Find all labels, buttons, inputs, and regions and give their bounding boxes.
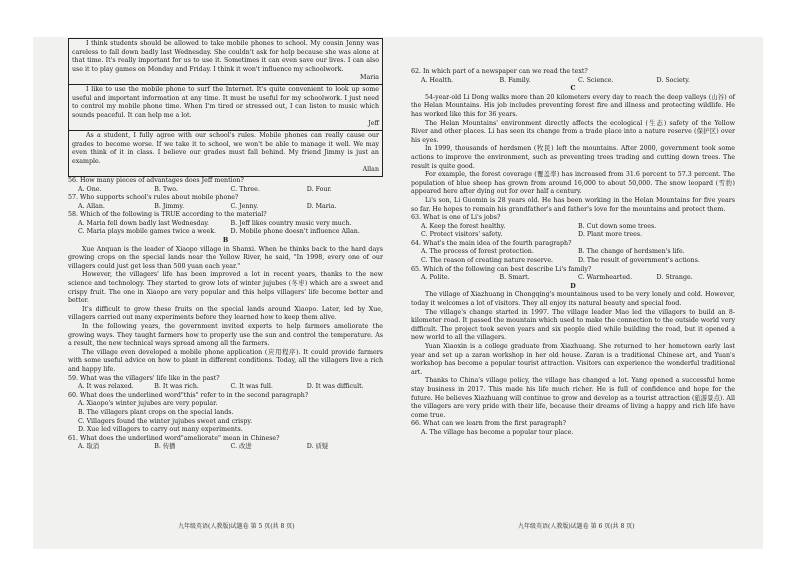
- option: D. The result of government's actions.: [578, 257, 700, 265]
- opinion-box-jeff: [68, 85, 383, 131]
- section-c-heading: C: [570, 85, 576, 93]
- question-57: 57. Who supports school's rules about mobile phone?: [68, 194, 239, 202]
- option: C. Jenny.: [230, 202, 259, 210]
- passage-d-paragraph: Thanks to China's village policy, the village has changed a lot. Yang opened a successful home stay business in 2017. This made his life much richer. He is full of confidence and hope for the future. He believes Xiazhuang will continue to grow and develop as a tourist attraction (旅游景点). All the villagers are very pride with their life, because their dreams of living a happy and rich life have come true.: [411, 377, 735, 419]
- opinion-text: I like to use the mobile phone to surf the Internet. It's quite convenient to look up some useful and important information at any time. It must be useful for my schoolwork. I just need to control my mobile phone time. When I'm tired or stressed out, I can listen to music which sounds peaceful. It can help me a lot.: [72, 85, 379, 119]
- passage-b-paragraph: However, the villagers' life has been improved a lot in recent years, thanks to the new science and technology. They started to grow lots of winter jujubes (冬枣) which are a sweet and crispy fruit. The one in Xiaopo are very popular and this helps villagers' life become better and better.: [68, 271, 383, 305]
- option: A. The process of forest protection.: [421, 248, 534, 256]
- option: A. Maria fell down badly last Wednesday.: [78, 219, 210, 227]
- right-page: [411, 68, 735, 438]
- option: C. Three.: [230, 185, 260, 193]
- option: A. Keep the forest healthy.: [421, 222, 506, 230]
- options-57: [68, 203, 383, 212]
- option: D. It was difficult.: [306, 383, 364, 391]
- passage-b-paragraph: In the following years, the government invited experts to help farmers ameliorate the growing ways. They taught farmers how to properly use the sun and control the temperature. As a result, the new technical ways spread among all the farmers.: [68, 323, 383, 348]
- opinion-text: I think students should be allowed to take mobile phones to school. My cousin Jenny was careless to fall down badly last Wednesday. She couldn't ask for help because she was alone at that time. It's really important for us to use it. Sometimes it can even save our lives. I can also use it to play games on Monday and Friday. I think it won't influence my schoolwork.: [72, 40, 379, 73]
- option: A. Allan.: [78, 202, 105, 210]
- option: B. Jeff likes country music very much.: [230, 219, 352, 227]
- option: D. Plant more trees.: [578, 231, 643, 239]
- option: B. 传播: [154, 443, 176, 451]
- option: C. It was full.: [230, 383, 273, 391]
- question-56: 56. How many pieces of advantages does Jeff mention?: [68, 176, 244, 184]
- option: A. It was relaxed.: [78, 383, 134, 391]
- option: C. Protect visitors' safety.: [421, 231, 503, 239]
- right-page-footer: 九年级英语(人教版)试题卷 第 6 页(共 8 页): [518, 523, 635, 530]
- passage-c-paragraph: 54-year-old Li Dong walks more than 20 kilometers every day to reach the deep valleys (山谷) of the Helan Mountains. His job includes preventing forest fire and illness and protecting wildlife. He has worked like this for 36 years.: [411, 93, 735, 118]
- section-d-heading: D: [570, 282, 576, 290]
- option: D. Society.: [656, 76, 690, 84]
- question-63: 63. What is one of Li's jobs?: [411, 214, 501, 222]
- opinion-signature: Maria: [360, 74, 379, 82]
- option: C. 改进: [230, 443, 252, 451]
- option: D. Strange.: [656, 274, 693, 282]
- opinion-signature: Allan: [362, 166, 379, 174]
- options-62: [411, 77, 735, 86]
- passage-b-paragraph: It's difficult to grow these fruits on the special lands around Xiaopo. Later, led by Xue, villagers carried out many experiments before they learned how to keep them alive.: [68, 305, 383, 322]
- question-59: 59. What was the villagers' life like in the past?: [68, 374, 220, 382]
- option: C. Villagers found the winter jujubes sweet and crispy.: [78, 417, 253, 425]
- opinion-box-maria: [68, 38, 383, 85]
- opinion-box-allan: [68, 131, 383, 177]
- option: A. Polite.: [421, 274, 450, 282]
- passage-c-paragraph: The Helan Mountains' environment directly affects the ecological (生态) safety of the Yellow River and other places. Li has seen its change from a trade place into a nature reserve (保护区) over his eyes.: [411, 119, 735, 144]
- option: B. Two.: [154, 185, 178, 193]
- option: B. Family.: [499, 76, 531, 84]
- question-66: 66. What can we learn from the first paragraph?: [411, 420, 567, 428]
- question-58: 58. Which of the following is TRUE according to the material?: [68, 211, 267, 219]
- option: B. The change of herdsmen's life.: [578, 248, 685, 256]
- option: B. It was rich.: [154, 383, 199, 391]
- left-page: [68, 38, 383, 452]
- options-58: [68, 220, 383, 237]
- question-65: 65. Which of the following can best describe Li's family?: [411, 265, 592, 273]
- passage-c-paragraph: In 1999, thousands of herdsmen (牧民) left the mountains. After 2000, government took some actions to improve the environment, such as preventing trees trading and cutting down trees. The result is quite good.: [411, 145, 735, 170]
- options-64: [411, 248, 735, 265]
- options-60: [68, 400, 383, 434]
- option: C. Science.: [578, 76, 614, 84]
- section-b-heading: B: [222, 237, 229, 245]
- options-59: [68, 383, 383, 392]
- passage-d-paragraph: The village of Xiazhuang in Chongqing's mountainous used to be very lonely and cold. However, today it welcomes a lot of visitors. They all enjoy its natural beauty and special food.: [411, 291, 735, 308]
- option: C. Maria plays mobile games twice a week.: [78, 228, 217, 236]
- question-62: 62. In which part of a newspaper can we read the text?: [411, 68, 588, 75]
- option: D. 质疑: [306, 443, 329, 451]
- option: A. One.: [78, 185, 102, 193]
- option: A. 取消: [78, 443, 100, 451]
- options-61: [68, 443, 383, 452]
- option: B. Jimmy.: [154, 202, 185, 210]
- option: C. The reason of creating nature reserve.: [421, 257, 554, 265]
- passage-b-paragraph: The village even developed a mobile phone application (应用程序). It could provide farmers with some useful advice on how to plant in different conditions. Today, all the villagers live a rich and happy life.: [68, 348, 383, 373]
- passage-b-paragraph: Xue Anquan is the leader of Xiaopo village in Shanxi. When he thinks back to the hard days growing crops on the special lands near the Yellow River, he said, "In 1998, every one of our villagers could just get less than 500 yuan each year.": [68, 245, 383, 270]
- option: B. Smart.: [499, 274, 530, 282]
- option: D. Mobile phone doesn't influence Allan.: [230, 228, 360, 236]
- passage-c-paragraph: Li's son, Li Guomin is 28 years old. He has been working in the Helan Mountains for five years so far. He hopes to remain his grandfather's and father's love for the mountains and protect them.: [411, 196, 735, 213]
- opinion-text: As a student, I fully agree with our school's rules. Mobile phones can really cause our grades to become worse. If we take it to school, we won't be able to manage it well. We may even think of it in class. I believe our grades must fall behind. My friend Jimmy is just an example.: [72, 131, 379, 165]
- option: A. The village has become a popular tour place.: [421, 428, 574, 436]
- option: D. Xue led villagers to carry out many experiments.: [78, 426, 243, 434]
- option: A. Health.: [421, 76, 454, 84]
- passage-d-paragraph: Yuan Xiaoxin is a college graduate from Xiazhuang. She returned to her hometown early last year and set up a zaran workshop in her old house. Zaran is a traditional Chinese art, and Yuan's workshop has become a popular tourist attraction. Visitors can experience the wonderful traditional art.: [411, 343, 735, 376]
- option: B. Cut down some trees.: [578, 222, 657, 230]
- passage-c-paragraph: For example, the forest coverage (覆盖率) has increased from 31.6 percent to 57.3 percent. The population of blue sheep has grown from around 16,000 to about 50,000. The snow leopard (雪豹) appeared here after dying out for over half a century.: [411, 171, 735, 196]
- passage-d-paragraph: The village's change started in 1997. The village leader Mao led the villagers to build an 8-kilometer road. It passed the mountain which used to make the connection to the outside world very difficult. The project took seven years and six people died while building the road, but it opened a new world to all the villagers.: [411, 308, 735, 342]
- option: B. The villagers plant crops on the special lands.: [78, 408, 234, 416]
- opinion-signature: Jeff: [368, 120, 379, 128]
- option: A. Xiaopo's winter jujubes are very popular.: [78, 400, 218, 408]
- question-60: 60. What does the underlined word"this" refer to in the second paragraph?: [68, 391, 309, 399]
- option: C. Warmhearted.: [578, 274, 633, 282]
- question-61: 61. What does the underlined word"ameliorate" mean in Chinese?: [68, 434, 280, 442]
- options-56: [68, 186, 383, 195]
- option: D. Four.: [306, 185, 332, 193]
- options-66: [411, 429, 735, 438]
- options-63: [411, 223, 735, 240]
- option: D. Maria.: [306, 202, 337, 210]
- question-64: 64. What's the main idea of the fourth paragraph?: [411, 239, 572, 247]
- left-page-footer: 九年级英语(人教版)试题卷 第 5 页(共 8 页): [178, 523, 295, 530]
- options-65: [411, 274, 735, 283]
